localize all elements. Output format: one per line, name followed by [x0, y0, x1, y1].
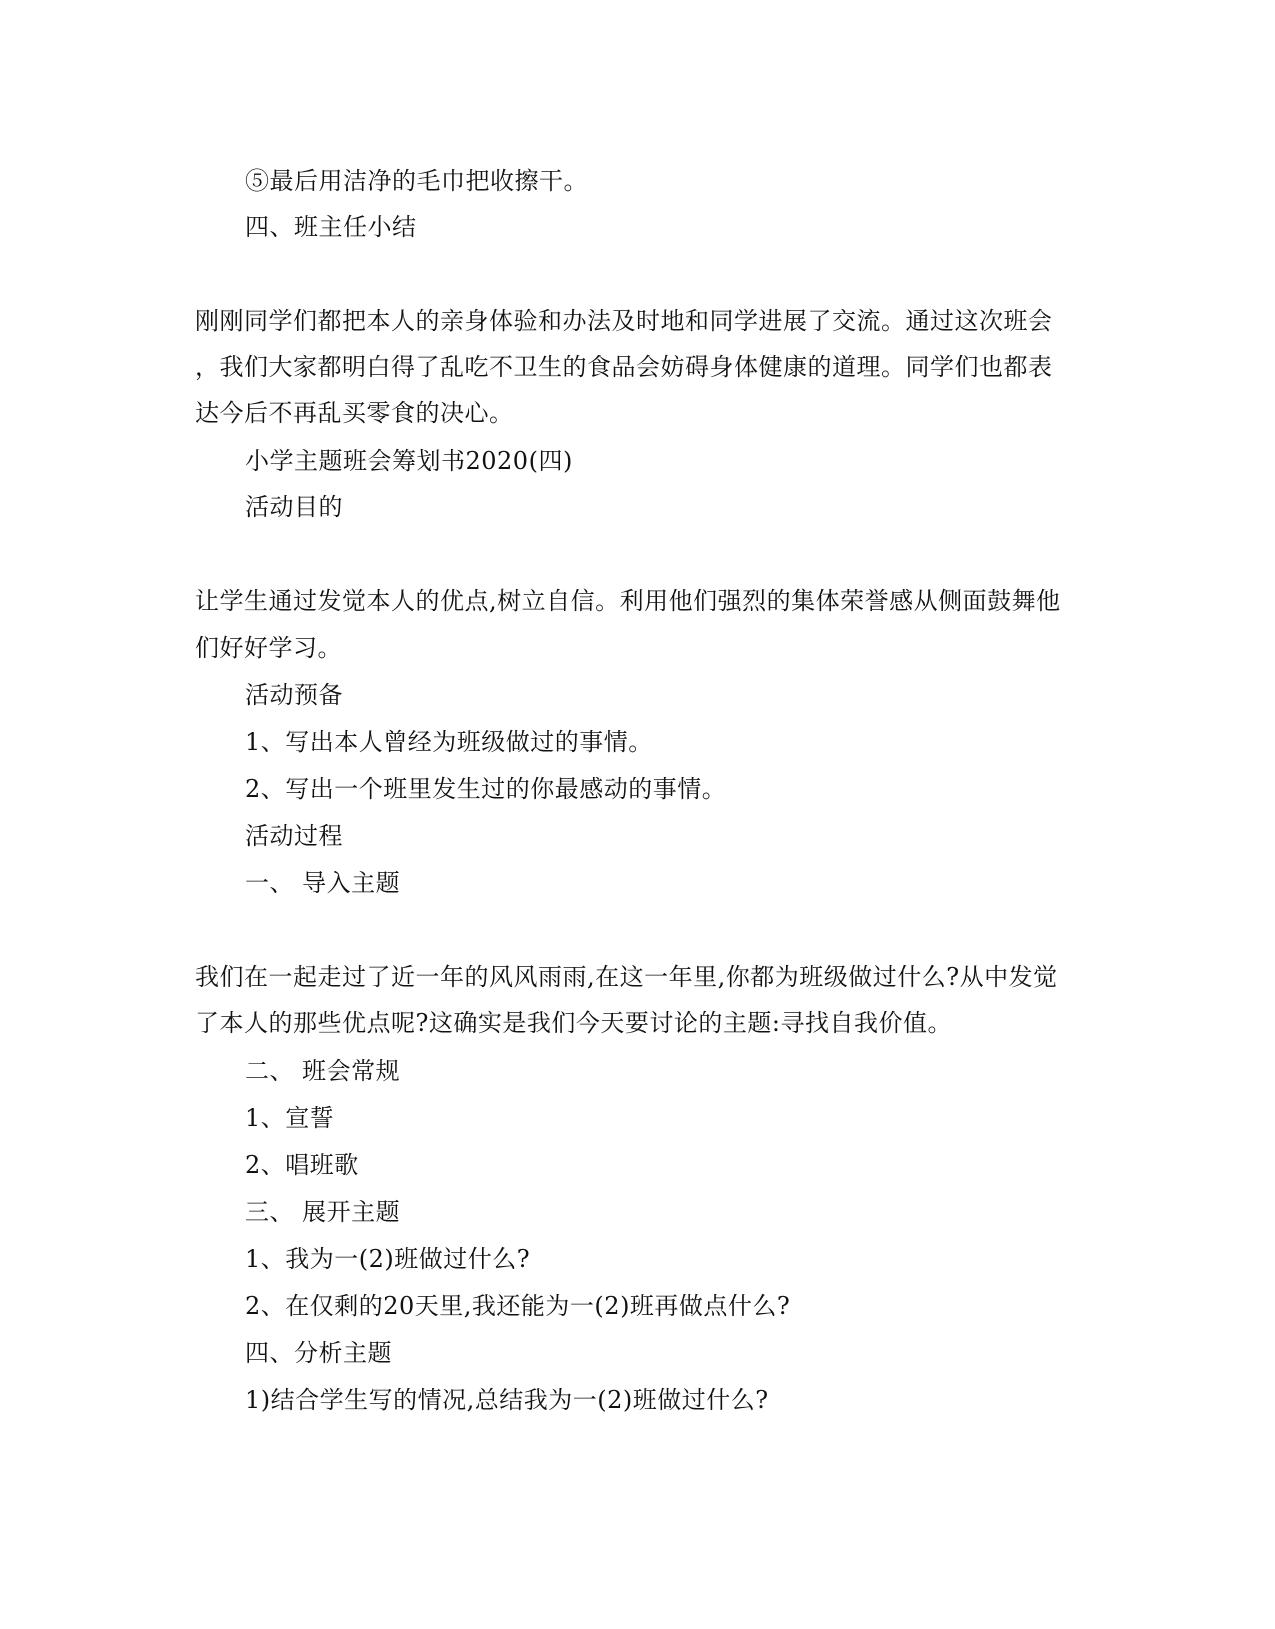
paragraph-line: 了本人的那些优点呢?这确实是我们今天要讨论的主题:寻找自我价值。 [195, 1009, 952, 1037]
heading-develop-topic: 三、 展开主题 [245, 1198, 401, 1226]
paragraph-line: 们好好学习。 [195, 634, 342, 662]
heading-activity-purpose: 活动目的 [245, 493, 343, 521]
text-line-step5: ⑤最后用洁净的毛巾把收擦干。 [245, 167, 588, 195]
list-item: 2、写出一个班里发生过的你最感动的事情。 [245, 775, 727, 803]
list-item: 1、宣誓 [245, 1104, 335, 1132]
paragraph-line: 让学生通过发觉本人的优点,树立自信。利用他们强烈的集体荣誉感从侧面鼓舞他 [195, 587, 1061, 615]
heading-analyze-topic: 四、分析主题 [245, 1339, 392, 1367]
list-item: 1、写出本人曾经为班级做过的事情。 [245, 728, 653, 756]
paragraph-line: ，我们大家都明白得了乱吃不卫生的食品会妨碍身体健康的道理。同学们也都表 [195, 353, 1053, 381]
paragraph-line: 达今后不再乱买零食的决心。 [195, 399, 514, 427]
paragraph-line: 我们在一起走过了近一年的风风雨雨,在这一年里,你都为班级做过什么?从中发觉 [195, 963, 1058, 991]
list-item: 1)结合学生写的情况,总结我为一(2)班做过什么? [245, 1386, 769, 1414]
heading-activity-process: 活动过程 [245, 822, 343, 850]
section-title: 小学主题班会筹划书2020(四) [245, 447, 573, 475]
paragraph-line: 刚刚同学们都把本人的亲身体验和办法及时地和同学进展了交流。通过这次班会 [195, 307, 1053, 335]
list-item: 2、唱班歌 [245, 1151, 359, 1179]
heading-class-routine: 二、 班会常规 [245, 1057, 401, 1085]
list-item: 2、在仅剩的20天里,我还能为一(2)班再做点什么? [245, 1292, 791, 1320]
heading-activity-preparation: 活动预备 [245, 681, 343, 709]
heading-teacher-summary: 四、班主任小结 [245, 213, 417, 241]
heading-intro-topic: 一、 导入主题 [245, 869, 401, 897]
list-item: 1、我为一(2)班做过什么? [245, 1245, 531, 1273]
